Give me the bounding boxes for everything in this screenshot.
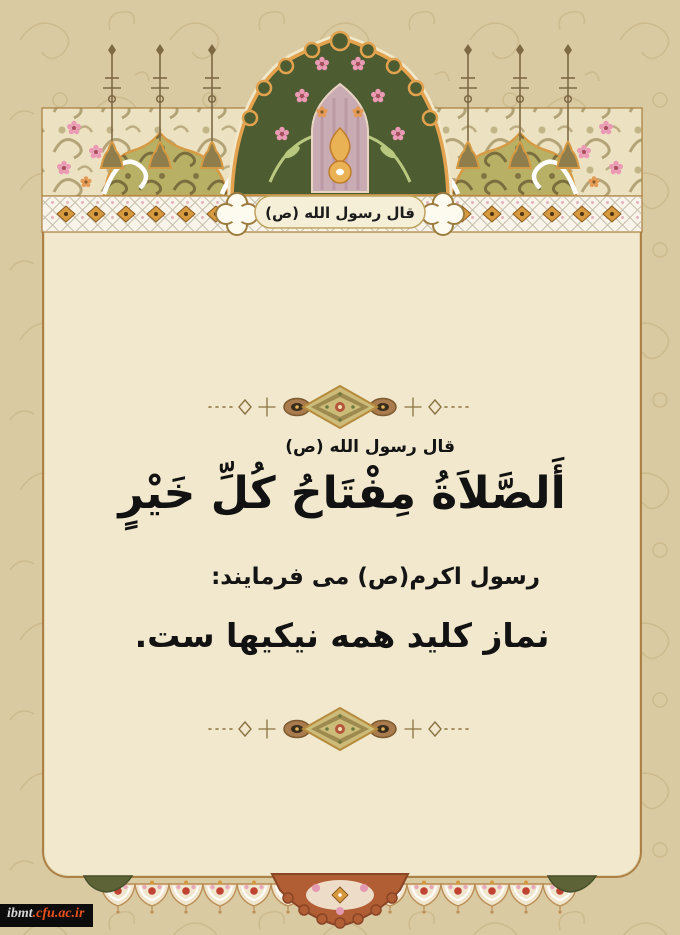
attribution-line: قال رسول الله (ص)	[285, 437, 455, 457]
watermark-badge	[0, 904, 93, 927]
header-dome	[232, 32, 448, 196]
banner-title: قال رسول الله (ص)	[265, 203, 415, 222]
narration-intro-text: رسول اکرم(ص) می فرمایند:	[211, 564, 540, 590]
divider-ornament-top	[205, 384, 475, 430]
footer-pendant	[272, 874, 408, 928]
watermark-site-prefix: ibmt	[7, 906, 33, 921]
persian-translation-text: نماز کلید همه نیکیها ست.	[134, 616, 550, 655]
footer-ornament	[0, 866, 680, 935]
watermark-site-suffix: .cfu.ac.ir	[32, 906, 85, 921]
hadith-arabic-text: أَلصَّلاَةُ مِفْتَاحُ كُلِّ خَيْرٍ	[118, 468, 566, 519]
divider-ornament-bottom	[205, 706, 475, 752]
content-panel	[42, 226, 642, 878]
